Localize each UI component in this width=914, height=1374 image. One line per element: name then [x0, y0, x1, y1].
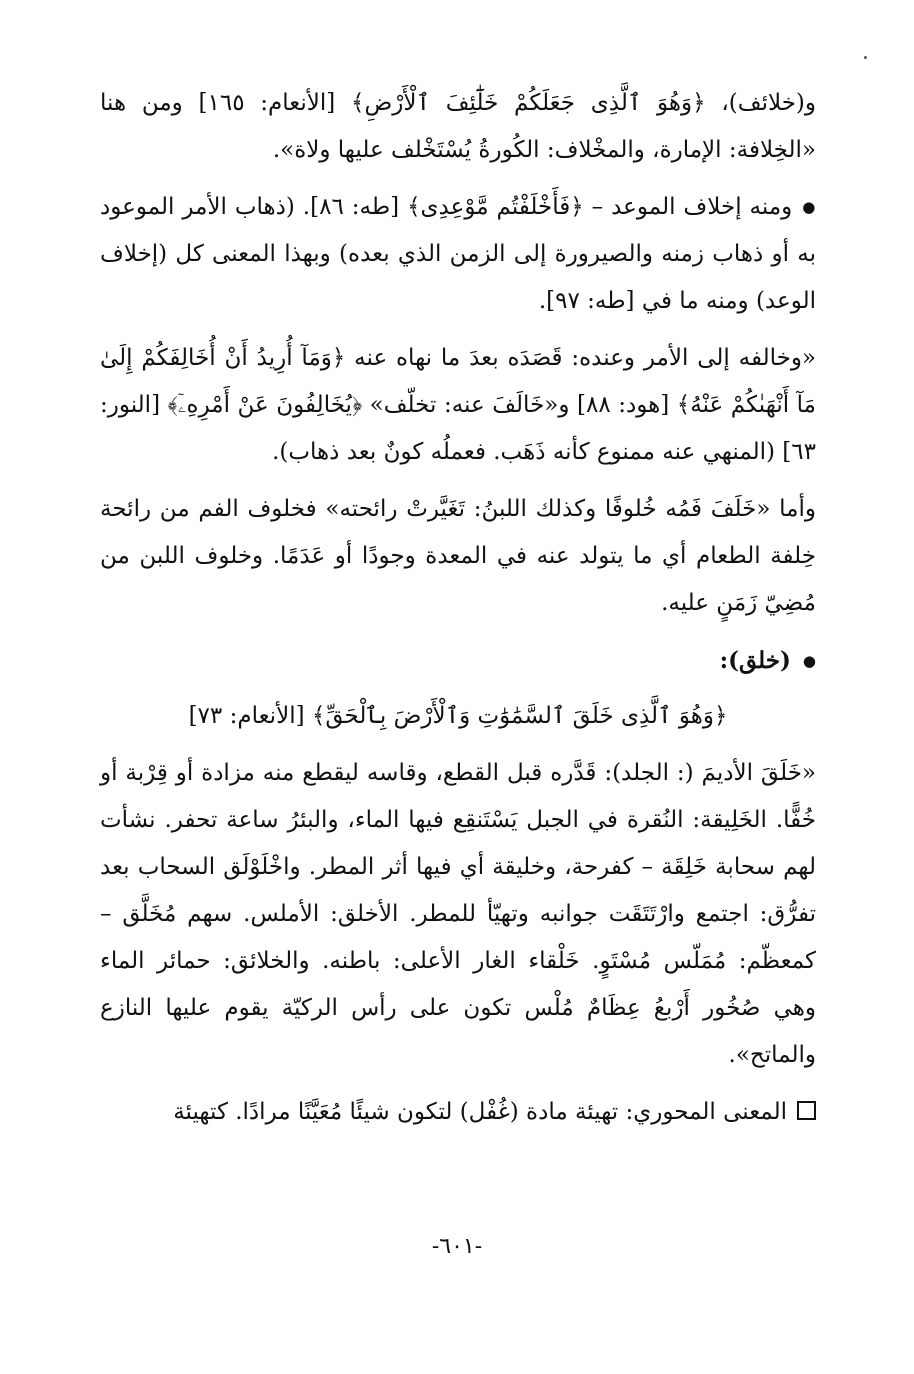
paragraph-ikhlaf-mawid: ● ومنه إخلاف الموعد – ﴿فَأَخْلَفْتُم مَّوْعِدِى﴾ [طه: ٨٦]. (ذهاب الأمر الموعود به أو ذهاب زمنه والصيرورة إلى الزمن الذي بعده) وبهذا المعنى كل (إخلاف الوعد) ومنه ما في [طه: ٩٧].	[100, 184, 816, 325]
bullet-icon: ●	[802, 652, 816, 670]
paragraph-khalaif: و(خلائف)، ﴿وَهُوَ ٱلَّذِى جَعَلَكُمْ خَلَٰٓئِفَ ٱلْأَرْضِ﴾ [الأنعام: ١٦٥] ومن هنا «الخِلافة: الإمارة، والمخْلاف: الكُورةُ يُسْتَخْلف عليها ولاة».	[100, 90, 817, 163]
page-body	[100, 80, 816, 1146]
page-number: -٦٠١-	[431, 1234, 483, 1259]
entry-heading-text: (خلق):	[719, 647, 791, 674]
paragraph-khalafahu: «وخالفه إلى الأمر وعنده: قَصَدَه بعدَ ما نهاه عنه ﴿وَمَآ أُرِيدُ أَنْ أُخَالِفَكُمْ إِلَىٰ مَآ أَنْهَىٰكُمْ عَنْهُ﴾ [هود: ٨٨] و«خَالَفَ عنه: تخلّف» ﴿يُخَالِفُونَ عَنْ أَمْرِهِۦٓ﴾ [النور: ٦٣] (المنهي عنه ممنوع كأنه ذَهَب. فعملُه كونٌ بعد ذهاب).	[100, 345, 816, 465]
quran-verse: ﴿وَهُوَ ٱلَّذِى خَلَقَ ٱلسَّمَٰوَٰتِ وَٱلْأَرْضَ بِٱلْحَقِّ﴾ [الأنعام: ٧٣]	[188, 703, 728, 729]
lexical-definition: «خَلَقَ الأديمَ (: الجلد): قَدَّره قبل القطع، وقاسه ليقطع منه مزادة أو قِرْبة أو خُفًّا. الخَلِيقة: النُقرة في الجبل يَسْتَنقِع فيها الماء، والبئرُ ساعة تحفر. نشأت لهم سحابة خَلِقَة – كفرحة، وخليقة أي فيها أثر المطر. واخْلَوْلَق السحاب بعد تفرُّق: اجتمع وارْتَتَقَت جوانبه وتهيّأ للمطر. الأخلق: الأملس. سهم مُخَلَّق – كمعظّم: مُمَلّس مُسْتَوٍ. خَلْقاء الغار الأعلى: باطنه. والخلائق: حمائر الماء وهي صُخُور أَرْبعُ عِظَامٌ مُلْس تكون على رأس الركيّة يقوم عليها النازع والماتح».	[100, 760, 816, 1068]
paragraph-khuluf: وأما «خَلَفَ فَمُه خُلوفًا وكذلك اللبنُ: تَغَيَّرتْ رائحته» فخلوف الفم من رائحة خِلفة الطعام أي ما يتولد عنه في المعدة وجودًا أو عَدَمًا. وخلوف اللبن من مُضِيّ زَمَنٍ عليه.	[100, 496, 816, 616]
core-meaning-text: المعنى المحوري: تهيئة مادة (غُفْل) لتكون شيئًا مُعَيَّنًا مرادًا. كتهيئة	[173, 1099, 787, 1125]
core-meaning-line	[100, 1089, 816, 1136]
scan-speck	[864, 56, 867, 59]
square-box-icon	[797, 1101, 816, 1120]
entry-heading	[100, 637, 816, 685]
